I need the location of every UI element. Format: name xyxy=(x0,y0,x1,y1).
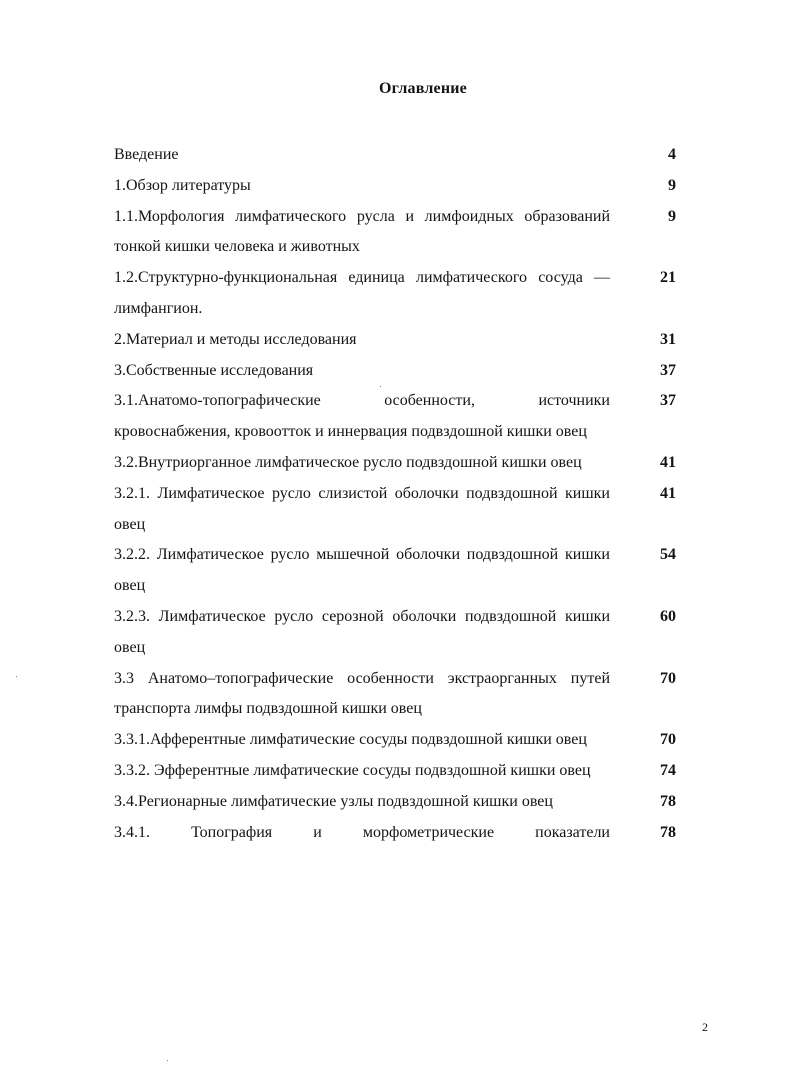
toc-entry xyxy=(114,602,684,664)
toc-entry xyxy=(114,448,684,479)
toc-entry xyxy=(114,140,684,171)
toc-entry xyxy=(114,479,684,541)
toc-entry-text: 3.2.2. Лимфатическое русло мышечной оболочки подвздошной кишки овец xyxy=(114,546,610,595)
toc-entry xyxy=(114,171,684,202)
toc-entry xyxy=(114,540,684,602)
toc-entry-text: Введение xyxy=(114,146,179,163)
toc-entry-text: 3.2.1. Лимфатическое русло слизистой оболочки подвздошной кишки овец xyxy=(114,484,610,533)
toc-entry xyxy=(114,725,684,756)
table-of-contents xyxy=(114,140,684,848)
toc-entry-page: 9 xyxy=(668,207,676,225)
toc-entry-page: 60 xyxy=(660,607,676,625)
toc-entry-page: 70 xyxy=(660,669,676,687)
toc-entry-text: 3.2.3. Лимфатическое русло серозной оболочки подвздошной кишки овец xyxy=(114,607,610,656)
page-number: 2 xyxy=(702,1020,708,1034)
toc-entry xyxy=(114,818,684,849)
toc-entry-text: 3.3.1.Афферентные лимфатические сосуды подвздошной кишки овец xyxy=(114,731,587,749)
toc-entry-text: 1.2.Структурно-функциональная единица лимфатического сосуда — лимфангион. xyxy=(114,269,610,317)
toc-entry-page: 31 xyxy=(660,330,676,348)
scan-speck xyxy=(16,676,17,677)
toc-entry-page: 41 xyxy=(660,484,676,502)
toc-entry-text: 3.4.Регионарные лимфатические узлы подвздошной кишки овец xyxy=(114,792,553,810)
toc-entry xyxy=(114,263,684,325)
toc-entry-text: 3.3.2. Эфферентные лимфатические сосуды подвздошной кишки овец xyxy=(114,761,591,779)
toc-entry xyxy=(114,756,684,787)
toc-entry xyxy=(114,386,684,448)
toc-entry-text: 1.Обзор литературы xyxy=(114,176,251,194)
toc-entry-page: 78 xyxy=(660,792,676,810)
toc-entry-text: 1.1.Морфология лимфатического русла и лимфоидных образований тонкой кишки человека и животных xyxy=(114,207,610,256)
toc-entry xyxy=(114,202,684,264)
toc-entry-page: 9 xyxy=(668,176,676,194)
toc-entry-page: 74 xyxy=(660,761,676,779)
toc-entry-text: 3.4.1. Топография и морфометрические показатели xyxy=(114,823,610,841)
toc-entry xyxy=(114,356,684,387)
toc-entry-text: 3.Собственные исследования xyxy=(114,361,314,379)
document-title: Оглавление xyxy=(379,80,467,97)
scan-speck xyxy=(380,386,381,387)
toc-entry-page: 4 xyxy=(668,146,676,163)
toc-entry-page: 41 xyxy=(660,453,676,471)
toc-entry xyxy=(114,325,684,356)
toc-entry-text: 3.2.Внутриорганное лимфатическое русло подвздошной кишки овец xyxy=(114,453,582,471)
toc-entry-page: 78 xyxy=(660,823,676,841)
toc-entry-text: 3.3 Анатомо–топографические особенности экстраорганных путей транспорта лимфы подвздошной кишки овец xyxy=(114,669,610,718)
scan-speck xyxy=(167,1060,168,1061)
toc-entry-page: 21 xyxy=(660,269,676,287)
toc-entry-text: 2.Материал и методы исследования xyxy=(114,330,357,348)
toc-entry-page: 54 xyxy=(660,546,676,564)
toc-entry xyxy=(114,787,684,818)
toc-entry-page: 37 xyxy=(660,361,676,379)
toc-entry-text: 3.1.Анатомо-топографические особенности, источники кровоснабжения, кровоотток и иннервация подвздошной кишки овец xyxy=(114,392,610,441)
toc-entry xyxy=(114,664,684,726)
toc-entry-page: 70 xyxy=(660,731,676,749)
toc-entry-page: 37 xyxy=(660,392,676,410)
